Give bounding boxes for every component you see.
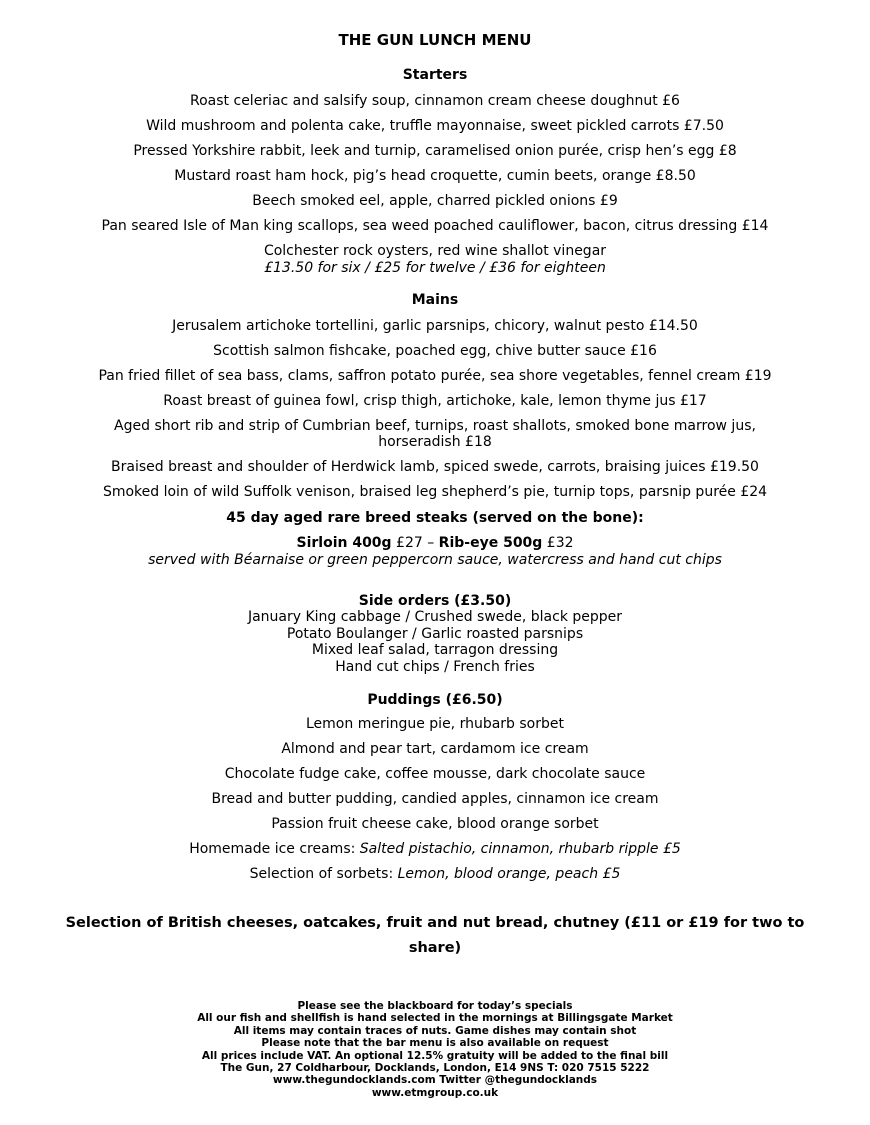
mains-heading: Mains: [411, 292, 459, 308]
footer-notes: [0, 1000, 870, 1099]
main-item: Roast breast of guinea fowl, crisp thigh, artichoke, kale, lemon thyme jus £17: [163, 393, 707, 409]
side-item: Potato Boulanger / Garlic roasted parsnips: [286, 626, 584, 642]
pudding-ice-creams: [0, 841, 870, 858]
cheese-selection: Selection of British cheeses, oatcakes, fruit and nut bread, chutney (£11 or £19 for two to share): [65, 915, 805, 956]
pudding-item: Almond and pear tart, cardamom ice cream: [281, 741, 589, 757]
main-item: Braised breast and shoulder of Herdwick lamb, spiced swede, carrots, braising juices £19.50: [111, 459, 759, 475]
pudding-item: Lemon meringue pie, rhubarb sorbet: [306, 716, 564, 732]
starter-item: Beech smoked eel, apple, charred pickled onions £9: [252, 193, 618, 209]
main-item: Aged short rib and strip of Cumbrian beef, turnips, roast shallots, smoked bone marrow jus,: [114, 418, 756, 434]
footer-website-link[interactable]: www.thegundocklands.com Twitter @thegundocklands: [272, 1074, 598, 1087]
sorbet-label: Selection of sorbets:: [249, 866, 398, 882]
starter-oysters: Colchester rock oysters, red wine shallot vinegar: [263, 243, 607, 259]
footer-line: Please see the blackboard for today’s specials: [297, 1000, 573, 1012]
steaks-note: served with Béarnaise or green peppercorn sauce, watercress and hand cut chips: [148, 552, 722, 568]
menu-title: THE GUN LUNCH MENU: [338, 31, 532, 49]
main-item: Smoked loin of wild Suffolk venison, braised leg shepherd’s pie, turnip tops, parsnip purée £24: [102, 484, 768, 500]
starter-item: Pressed Yorkshire rabbit, leek and turnip, caramelised onion purée, crisp hen’s egg £8: [133, 143, 737, 159]
footer-line: All items may contain traces of nuts. Game dishes may contain shot: [233, 1024, 637, 1037]
main-item-continued: horseradish £18: [378, 434, 492, 450]
puddings-heading: Puddings (£6.50): [367, 692, 503, 708]
footer-group-link[interactable]: www.etmgroup.co.uk: [371, 1086, 499, 1099]
ice-label: Homemade ice creams:: [189, 841, 360, 857]
sorbet-flavours: Lemon, blood orange, peach £5: [397, 866, 621, 882]
starter-item: Mustard roast ham hock, pig’s head croquette, cumin beets, orange £8.50: [174, 168, 696, 184]
pudding-item: Chocolate fudge cake, coffee mousse, dark chocolate sauce: [224, 766, 646, 782]
starter-item: Wild mushroom and polenta cake, truffle mayonnaise, sweet pickled carrots £7.50: [146, 118, 724, 134]
ribeye-label: Rib-eye 500g: [438, 535, 543, 551]
pudding-item: Bread and butter pudding, candied apples, cinnamon ice cream: [211, 791, 659, 807]
main-item: Jerusalem artichoke tortellini, garlic parsnips, chicory, walnut pesto £14.50: [172, 318, 698, 334]
starter-item: Pan seared Isle of Man king scallops, sea weed poached cauliflower, bacon, citrus dressing £14: [101, 218, 769, 234]
ribeye-price: £32: [546, 535, 574, 551]
footer-line: Please note that the bar menu is also available on request: [261, 1037, 609, 1050]
footer-line: All our fish and shellfish is hand selected in the mornings at Billingsgate Market: [197, 1012, 673, 1025]
sides-heading: Side orders (£3.50): [358, 593, 512, 609]
sirloin-price: £27: [396, 535, 423, 551]
main-item: Scottish salmon fishcake, poached egg, chive butter sauce £16: [213, 343, 657, 359]
side-item: Hand cut chips / French fries: [335, 659, 535, 675]
sirloin-label: Sirloin 400g: [296, 535, 392, 551]
steak-dash: –: [427, 535, 435, 551]
ice-flavours: Salted pistachio, cinnamon, rhubarb ripple £5: [359, 841, 681, 857]
oysters-prices: £13.50 for six / £25 for twelve / £36 for eighteen: [264, 260, 606, 276]
side-item: January King cabbage / Crushed swede, black pepper: [247, 609, 623, 625]
side-item: Mixed leaf salad, tarragon dressing: [311, 642, 559, 658]
footer-address: The Gun, 27 Coldharbour, Docklands, London, E14 9NS T: 020 7515 5222: [220, 1062, 650, 1075]
starter-item: Roast celeriac and salsify soup, cinnamon cream cheese doughnut £6: [190, 93, 680, 109]
starters-heading: Starters: [402, 67, 468, 83]
pudding-sorbets: [0, 866, 870, 883]
footer-line: All prices include VAT. An optional 12.5% gratuity will be added to the final bill: [201, 1049, 669, 1062]
steaks-prices: [0, 535, 870, 552]
main-item: Pan fried fillet of sea bass, clams, saffron potato purée, sea shore vegetables, fennel cream £19: [98, 368, 772, 384]
steaks-heading: 45 day aged rare breed steaks (served on the bone):: [226, 510, 644, 526]
pudding-item: Passion fruit cheese cake, blood orange sorbet: [271, 816, 599, 832]
